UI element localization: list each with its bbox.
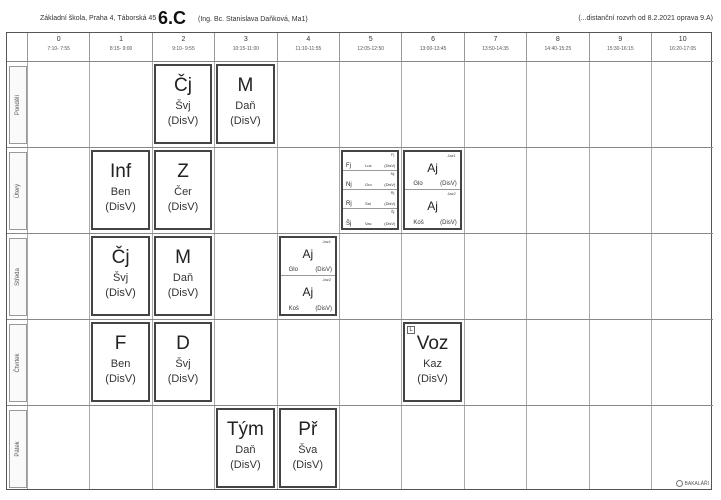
lesson-flag: L [409,327,413,333]
lesson-subject: Čj [111,247,130,268]
period-time: 15:30-16:15 [606,46,634,52]
lesson-room: (DisV) [105,200,136,213]
group-sub-lesson[interactable] [281,238,335,276]
group-lesson-card[interactable] [341,150,399,230]
period-number: 5 [368,36,373,43]
group-teacher: Gro [365,182,372,187]
lesson-card[interactable] [279,408,337,488]
lesson-room: (DisV) [105,286,136,299]
lesson-subject: Tým [226,419,264,440]
group-subject: Aj [427,161,438,175]
day-label [9,66,27,144]
lesson-card[interactable] [154,150,212,230]
group-name: Nj [390,171,395,176]
group-subject: Šj [346,221,352,227]
period-header-9 [589,33,651,61]
period-number: 10 [678,36,687,43]
lesson-teacher: Švj [112,271,129,284]
group-teacher: Vac [365,221,372,226]
group-room: (DisV) [440,181,457,187]
lesson-subject: M [237,75,254,96]
day-name: Středa [15,268,21,286]
day-name: Pondělí [15,94,21,116]
lesson-teacher: Daň [235,99,256,112]
lesson-card[interactable] [91,236,149,316]
group-sub-lesson[interactable] [343,190,397,209]
day-label [9,324,27,402]
bakalari-logo-icon [676,480,683,487]
lesson-card[interactable] [154,236,212,316]
group-name: Jaz2 [322,277,331,282]
day-row [7,405,713,491]
lesson-teacher: Čer [174,185,192,198]
group-name: Jaz1 [322,239,331,244]
period-time: 13:00-13:45 [419,46,447,52]
group-name: Jaz2 [447,191,456,196]
group-teacher: Lus [365,163,372,168]
period-header-6 [401,33,463,61]
lesson-teacher: Šva [298,443,318,456]
period-header-7 [464,33,526,61]
period-header-1 [89,33,151,61]
lesson-teacher: Švj [175,99,191,112]
class-teacher: (Ing. Bc. Stanislava Daňková, Ma1) [198,16,308,23]
group-sub-lesson[interactable] [343,209,397,228]
day-label [9,238,27,316]
lesson-card[interactable] [216,408,274,488]
lesson-room: (DisV) [167,114,199,127]
lesson-teacher: Daň [172,271,194,284]
period-time: 8:15- 9:00 [109,46,133,52]
group-name: Šj [390,209,395,214]
period-header-3 [214,33,276,61]
group-subject: Fj [346,163,351,169]
lesson-teacher: Ben [110,357,131,370]
group-subject: Aj [302,285,314,299]
period-number: 8 [555,36,560,43]
group-room: (DisV) [384,221,396,226]
period-number: 6 [431,36,436,43]
validity-note: (...distanční rozvrh od 8.2.2021 oprava 9.A) [578,15,713,22]
period-number: 3 [243,36,248,43]
group-sub-lesson[interactable] [343,171,397,190]
group-lesson-card[interactable] [403,150,461,230]
day-row [7,61,713,147]
period-header-0 [27,33,89,61]
lesson-room: (DisV) [105,372,136,385]
lesson-subject: Z [177,161,189,182]
period-number: 9 [618,36,623,43]
lesson-subject: Čj [174,75,192,96]
class-name: 6.C [158,8,187,28]
group-name: Rj [390,190,395,195]
lesson-room: (DisV) [167,286,199,299]
lesson-room: (DisV) [230,458,261,471]
period-header-8 [526,33,588,61]
period-time: 10:15-11:00 [232,46,260,52]
period-time: 14:40-15:25 [544,46,572,52]
period-time: 7:10- 7:55 [47,46,70,52]
lesson-teacher: Kaz [423,357,443,370]
period-time: 16:20-17:05 [669,46,697,52]
school-name: Základní škola, Praha 4, Táborská 45 [40,15,157,22]
day-name: Pátek [15,441,21,457]
day-label [9,410,27,488]
period-number: 7 [493,36,498,43]
lesson-card[interactable] [216,64,274,144]
group-teacher: Sal [365,201,371,206]
period-number: 4 [306,36,311,43]
day-label [9,152,27,230]
lesson-subject: F [114,333,127,354]
group-teacher: Koš [413,220,424,226]
day-name: Čtvrtek [15,353,21,373]
lesson-subject: Voz [416,333,449,354]
lesson-card[interactable] [154,322,212,402]
lesson-room: (DisV) [292,458,324,471]
brand-label: BAKALÁŘI [684,480,709,487]
lesson-room: (DisV) [167,200,199,213]
lesson-card[interactable] [91,322,149,402]
period-time: 9:10- 9:55 [172,46,195,52]
lesson-teacher: Švj [175,357,191,370]
lesson-subject: Inf [110,161,132,182]
lesson-card[interactable] [154,64,212,144]
period-header-5 [339,33,401,61]
group-subject: Aj [302,247,314,261]
group-room: (DisV) [315,267,332,273]
group-room: (DisV) [384,201,396,206]
period-number: 0 [56,36,61,43]
period-number: 2 [181,36,186,43]
group-subject: Aj [427,199,438,213]
period-header-4 [277,33,339,61]
group-room: (DisV) [315,306,332,312]
group-sub-lesson[interactable] [281,276,335,314]
lesson-teacher: Daň [235,443,256,456]
period-header-10 [651,33,713,61]
lesson-subject: M [175,247,191,268]
group-subject: Rj [346,201,352,207]
group-lesson-card[interactable] [279,236,337,316]
group-room: (DisV) [384,182,396,187]
group-name: Jaz1 [447,153,456,158]
footer-brand [676,480,709,487]
lesson-teacher: Ben [110,185,131,198]
group-sub-lesson[interactable] [405,190,459,228]
period-time: 13:50-14:35 [482,46,509,52]
period-header-2 [152,33,214,61]
period-time: 12:05-12:50 [357,46,385,52]
period-number: 1 [119,36,124,43]
day-name: Úterý [15,183,21,199]
timetable-grid [6,32,712,490]
lesson-card[interactable] [403,322,461,402]
lesson-room: (DisV) [417,372,448,385]
group-room: (DisV) [440,220,457,226]
lesson-card[interactable] [91,150,149,230]
lesson-room: (DisV) [230,114,261,127]
group-sub-lesson[interactable] [343,152,397,171]
header [0,0,721,34]
group-name: Fj [391,152,395,157]
group-teacher: Glo [413,181,423,187]
lesson-subject: D [176,333,190,354]
lesson-room: (DisV) [167,372,199,385]
group-subject: Nj [346,182,352,188]
group-teacher: Glo [288,267,298,273]
group-room: (DisV) [384,163,396,168]
period-time: 11:10-11:55 [295,46,322,52]
group-sub-lesson[interactable] [405,152,459,190]
lesson-subject: Př [298,419,318,440]
group-teacher: Koš [288,306,299,312]
